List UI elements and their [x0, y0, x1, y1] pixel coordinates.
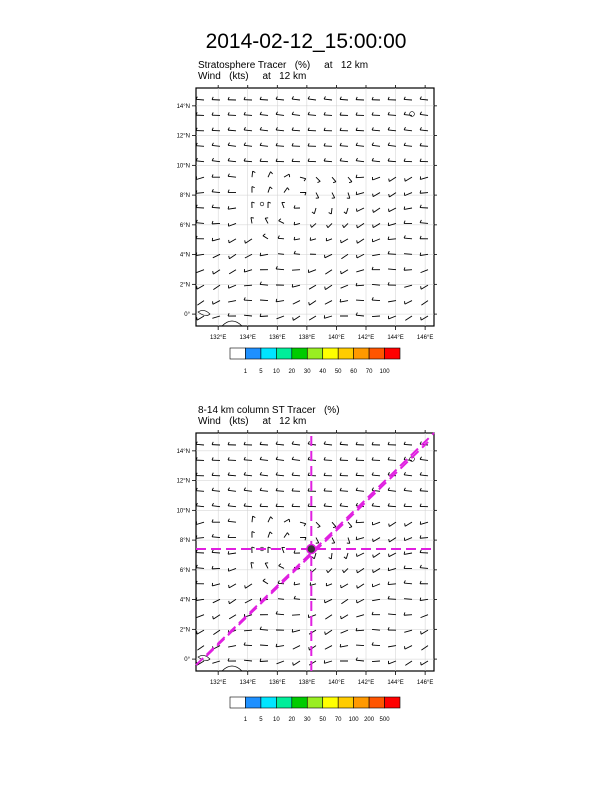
- colorbar-label: 40: [319, 369, 327, 375]
- lon-label: 132°E: [209, 680, 227, 686]
- lon-label: 140°E: [328, 335, 345, 341]
- panel1-title-line1: Stratosphere Tracer (%) at 12 km: [198, 60, 369, 71]
- lat-label: 2°N: [179, 627, 190, 634]
- colorbar-label: 100: [379, 369, 390, 375]
- colorbar-swatch: [292, 697, 307, 708]
- colorbar-swatch: [307, 697, 322, 708]
- wind-barb: [404, 599, 412, 600]
- colorbar-label: 500: [379, 717, 390, 723]
- lat-label: 8°N: [179, 193, 190, 200]
- lat-label: 12°N: [176, 478, 190, 485]
- colorbar-swatch: [338, 348, 353, 359]
- lat-label: 0°: [184, 312, 190, 319]
- colorbar-swatch: [276, 348, 291, 359]
- lon-label: 140°E: [328, 680, 345, 686]
- colorbar-swatch: [276, 697, 291, 708]
- map-panel-1-group: [177, 85, 437, 375]
- lon-label: 138°E: [298, 680, 316, 686]
- colorbar-label: 50: [334, 369, 342, 375]
- lon-label: 132°E: [209, 335, 227, 341]
- colorbar-swatch: [354, 697, 369, 708]
- colorbar-label: 100: [348, 717, 359, 723]
- main-title: 2014-02-12_15:00:00: [205, 30, 407, 53]
- map-panel-2-group: [177, 430, 437, 723]
- colorbar-swatch: [261, 697, 276, 708]
- colorbar-label: 30: [303, 369, 311, 375]
- lat-label: 14°N: [176, 103, 190, 110]
- lon-label: 136°E: [269, 680, 286, 686]
- panel2-title-line2: Wind (kts) at 12 km: [198, 416, 307, 427]
- colorbar-swatch: [323, 697, 338, 708]
- wind-barb: [278, 599, 284, 600]
- wind-barb: [372, 316, 380, 317]
- colorbar-label: 70: [334, 717, 342, 723]
- lat-label: 10°N: [176, 508, 190, 515]
- map-frame: [196, 88, 434, 326]
- colorbar-label: 10: [273, 369, 280, 375]
- lon-label: 134°E: [239, 335, 256, 341]
- panel2-title-line1: 8-14 km column ST Tracer (%): [198, 405, 340, 416]
- panel1-title-line2: Wind (kts) at 12 km: [198, 71, 307, 82]
- colorbar-label: 10: [273, 717, 280, 723]
- wind-barb: [404, 254, 412, 255]
- colorbar-swatch: [354, 348, 369, 359]
- colorbar-swatch: [261, 348, 276, 359]
- colorbar-swatch: [307, 348, 322, 359]
- lat-label: 2°N: [179, 282, 190, 289]
- lat-label: 14°N: [176, 448, 190, 455]
- colorbar-label: 5: [259, 369, 263, 375]
- wind-barb: [278, 254, 284, 255]
- lon-label: 146°E: [416, 335, 434, 341]
- colorbar-swatch: [369, 697, 384, 708]
- colorbar-swatch: [230, 348, 245, 359]
- lat-label: 4°N: [179, 252, 190, 259]
- colorbar-swatch: [369, 348, 384, 359]
- lat-label: 0°: [184, 657, 190, 664]
- wind-barb: [372, 661, 380, 662]
- colorbar-swatch: [245, 697, 260, 708]
- colorbar-label: 20: [288, 717, 296, 723]
- lat-label: 4°N: [179, 597, 190, 604]
- wind-barb: [260, 300, 268, 301]
- colorbar-label: 60: [350, 369, 357, 375]
- colorbar-swatch: [245, 348, 260, 359]
- lat-label: 6°N: [179, 222, 190, 229]
- colorbar-label: 50: [319, 717, 327, 723]
- colorbar-label: 200: [364, 717, 375, 723]
- colorbar-label: 20: [288, 369, 296, 375]
- lat-label: 8°N: [179, 538, 190, 545]
- lat-label: 6°N: [179, 567, 190, 574]
- colorbar-label: 70: [365, 369, 373, 375]
- colorbar-swatch: [292, 348, 307, 359]
- colorbar-label: 1: [243, 369, 248, 375]
- colorbar-label: 1: [243, 717, 248, 723]
- colorbar-swatch: [323, 348, 338, 359]
- lon-label: 136°E: [269, 335, 286, 341]
- lon-label: 146°E: [416, 680, 434, 686]
- lat-label: 12°N: [176, 133, 190, 140]
- colorbar-label: 30: [303, 717, 311, 723]
- colorbar-swatch: [230, 697, 245, 708]
- colorbar-swatch: [338, 697, 353, 708]
- lon-label: 144°E: [387, 680, 404, 686]
- colorbar-swatch: [385, 348, 400, 359]
- lon-label: 138°E: [298, 335, 316, 341]
- storm-center-marker: [307, 545, 316, 554]
- lon-label: 134°E: [239, 680, 256, 686]
- lon-label: 142°E: [357, 680, 375, 686]
- lat-label: 10°N: [176, 163, 190, 170]
- lon-label: 144°E: [387, 335, 404, 341]
- wind-barb: [260, 645, 268, 646]
- colorbar-swatch: [385, 697, 400, 708]
- colorbar-label: 5: [259, 717, 263, 723]
- lon-label: 142°E: [357, 335, 375, 341]
